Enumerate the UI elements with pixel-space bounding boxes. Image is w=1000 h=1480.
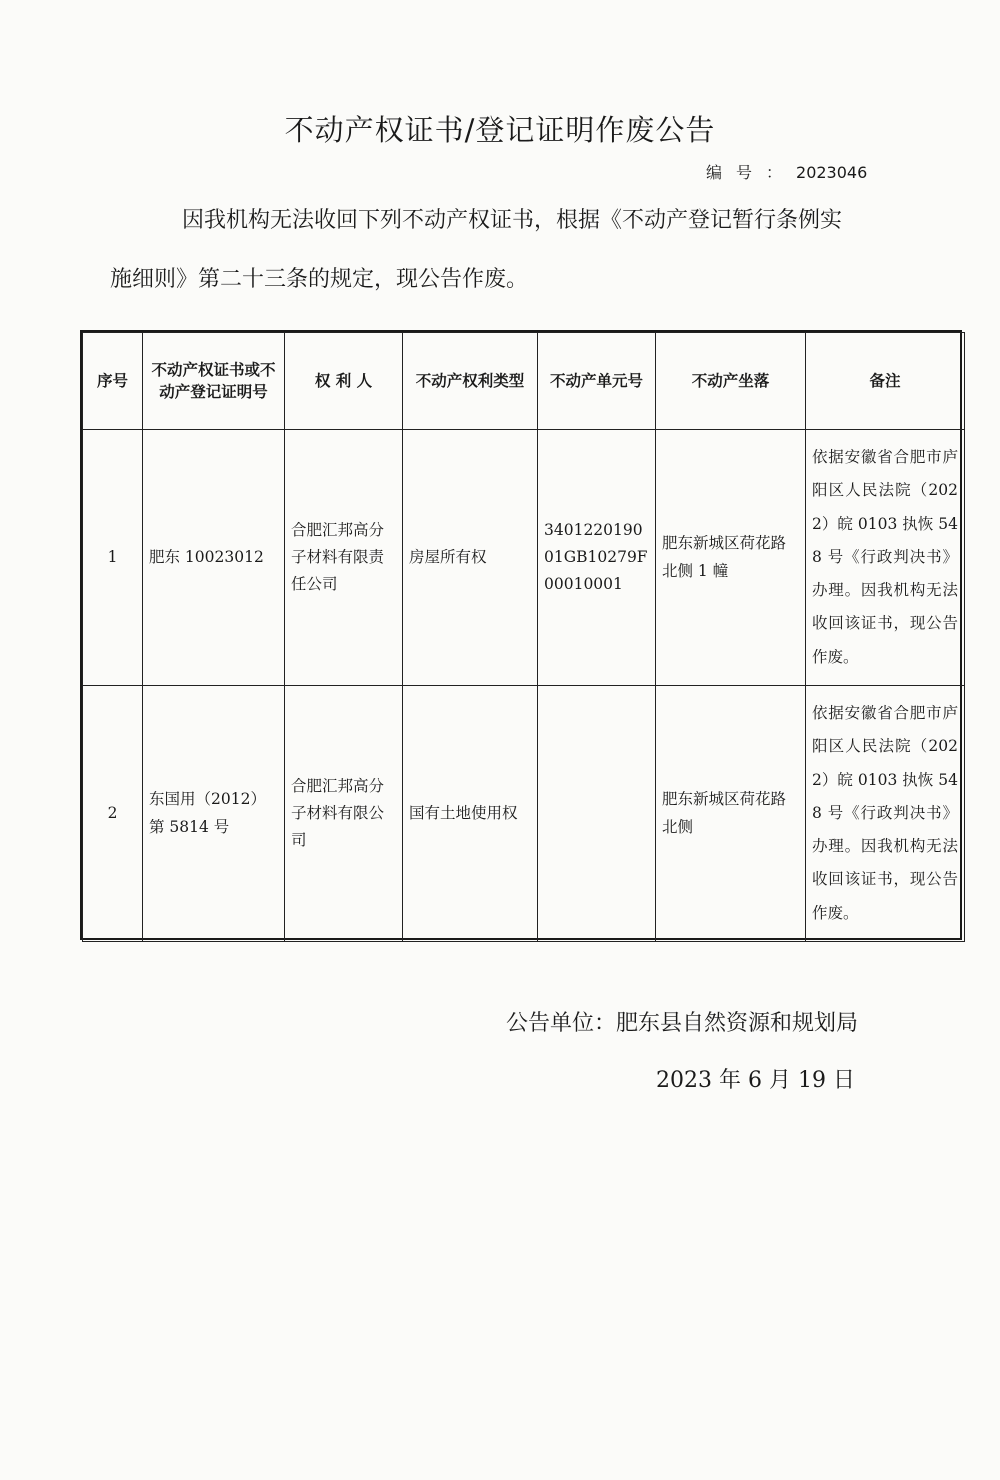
header-remark: 备注 <box>806 333 965 430</box>
cell-holder: 合肥汇邦高分子材料有限责任公司 <box>285 430 403 686</box>
notice-paragraph-line2: 施细则》第二十三条的规定，现公告作废。 <box>110 267 529 292</box>
table-row <box>83 686 965 942</box>
cell-unit-no: 340122019001GB10279F00010001 <box>538 430 656 686</box>
document-number-value: 2023046 <box>796 163 868 182</box>
cell-location: 肥东新城区荷花路北侧 1 幢 <box>656 430 806 686</box>
notice-paragraph-line1: 因我机构无法收回下列不动产权证书，根据《不动产登记暂行条例实 <box>182 208 843 233</box>
header-holder: 权 利 人 <box>285 333 403 430</box>
cell-remark: 依据安徽省合肥市庐阳区人民法院（2022）皖 0103 执恢 548 号《行政判决书》办理。因我机构无法收回该证书，现公告作废。 <box>806 686 965 942</box>
document-number <box>706 160 867 183</box>
document-title: 不动产权证书/登记证明作废公告 <box>284 113 716 147</box>
header-seq: 序号 <box>83 333 143 430</box>
cell-seq: 1 <box>83 430 143 686</box>
cell-right-type: 房屋所有权 <box>403 430 538 686</box>
certificate-table <box>80 330 962 940</box>
cell-seq: 2 <box>83 686 143 942</box>
header-cert-no: 不动产权证书或不动产登记证明号 <box>143 333 285 430</box>
cell-remark: 依据安徽省合肥市庐阳区人民法院（2022）皖 0103 执恢 548 号《行政判决书》办理。因我机构无法收回该证书，现公告作废。 <box>806 430 965 686</box>
table-header-row <box>83 333 965 430</box>
header-right-type: 不动产权利类型 <box>403 333 538 430</box>
cell-holder: 合肥汇邦高分子材料有限公司 <box>285 686 403 942</box>
header-unit-no: 不动产单元号 <box>538 333 656 430</box>
cell-unit-no <box>538 686 656 942</box>
document-number-label: 编号： <box>706 163 797 182</box>
cell-location: 肥东新城区荷花路北侧 <box>656 686 806 942</box>
cell-cert-no: 东国用（2012）第 5814 号 <box>143 686 285 942</box>
cell-cert-no: 肥东 10023012 <box>143 430 285 686</box>
cell-right-type: 国有土地使用权 <box>403 686 538 942</box>
issuing-unit: 公告单位：肥东县自然资源和规划局 <box>506 1011 859 1036</box>
header-location: 不动产坐落 <box>656 333 806 430</box>
issue-date: 2023 年 6 月 19 日 <box>656 1068 855 1093</box>
table-row <box>83 430 965 686</box>
